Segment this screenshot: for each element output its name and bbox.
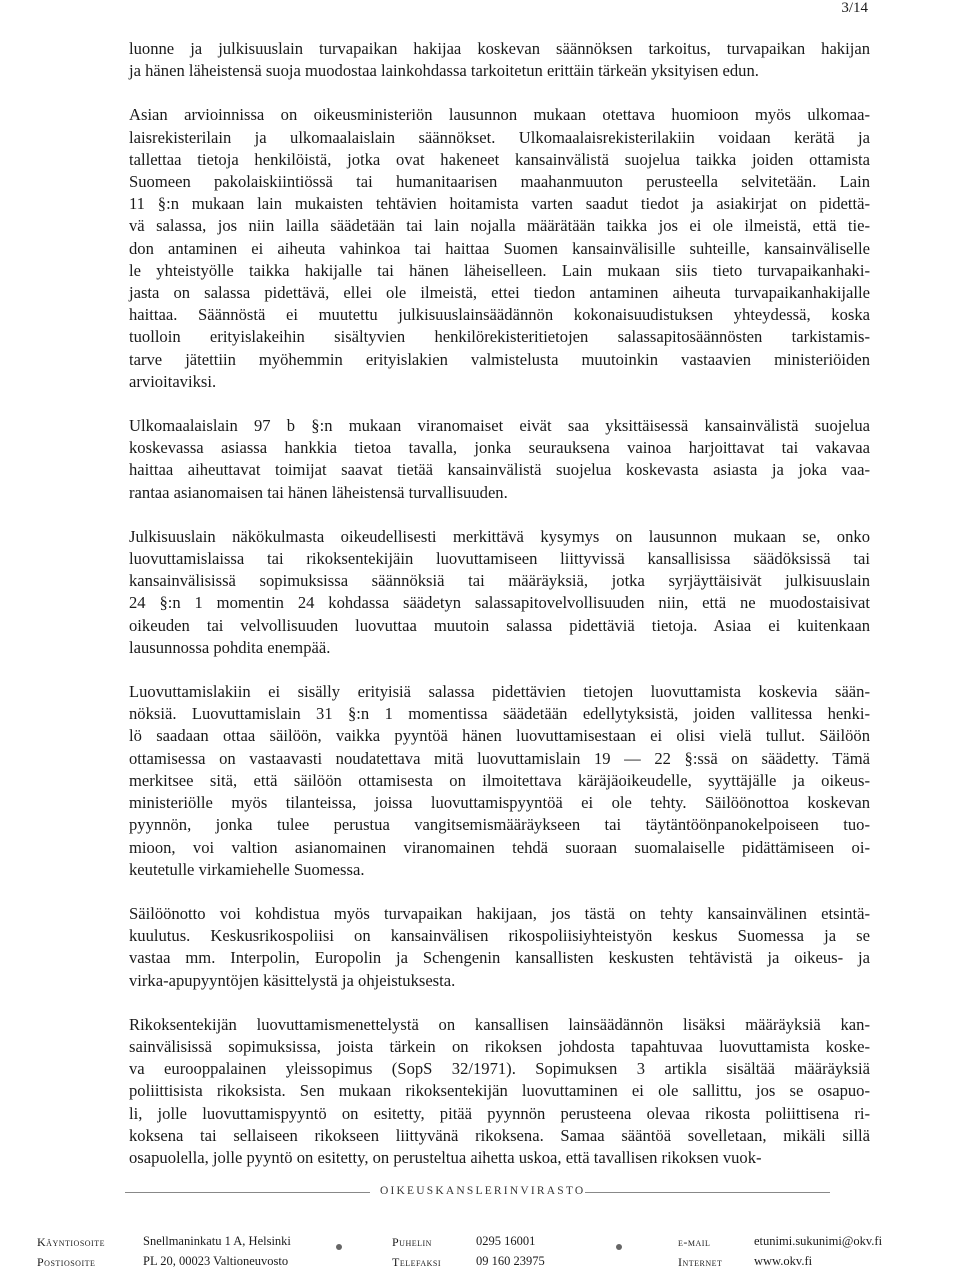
footer-visit-address: Snellmaninkatu 1 A, Helsinki [143,1234,291,1248]
footer-postal-address: PL 20, 00023 Valtioneuvosto [143,1254,289,1268]
text-line: tallettaa tietoja henkilöistä, jotka ovat hakeneet kansainvälistä suojelua taikka joiden ottamista [129,149,870,169]
text-line: luonne ja julkisuuslain turvapaikan hakijaa koskevan säännöksen tarkoitus, turvapaikan hakijan [129,39,870,58]
text-line: tarve jätettiin myöhemmin erityislakien valmistelusta muutoinkin vastaavien ministeriöiden [129,349,870,369]
text-line: koksena tai sellaiseen rikokseen liittyvänä rikoksena. Samaa sääntöä sovelletaan, mikäli sillä [129,1125,870,1145]
text-line: le yhteistyölle taikka hakijalle tai hänen läheiselleen. Lain mukaan siis tieto turvapaikanhaki- [129,260,870,280]
text-line: rantaa asianomaisen tai hänen läheistensä turvallisuuden. [129,482,508,502]
text-line: 24 §:n 1 momentin 24 kohdassa säädetyn salassapitovelvollisuuden niin, että ne muodostaisivat [129,593,870,613]
text-line: virka-apupyyntöjen käsittelystä ja ohjeistuksesta. [129,970,456,990]
footer-rule-right [585,1192,830,1193]
text-line: li, jolle luovuttamispyyntö on esitetty, pitää pyynnön perusteena olevaa rikosta poliittisena ri- [129,1103,870,1123]
footer-visit-address-label: Käyntiosoite [37,1235,105,1249]
text-line: osapuolella, jolle pyyntö on esitetty, on perusteltua aihetta uskoa, että tavallisen rikoksen vuok- [129,1147,762,1167]
text-line: laisrekisterilain ja ulkomaalaislain säännökset. Ulkomaalaisrekisterilakiin voidaan kerätä ja [129,127,870,147]
text-line: don antaminen ei aiheuta vahinkoa tai haittaa Suomen kansainvälisille suhteille, kansainväliselle [129,238,870,258]
text-line: haittaa. Säännöstä ei muutettu julkisuuslainsäädännön kokonaisuudistuksen yhteydessä, koska [129,305,870,325]
text-line: kansainvälisissä sopimuksissa säännöksiä tai määräyksiä, jotka syrjäyttäisivät julkisuuslain [129,571,870,591]
footer-website[interactable]: www.okv.fi [754,1254,813,1268]
footer-internet-label: Internet [678,1255,723,1269]
footer-rule-left [125,1192,370,1193]
paragraph [129,1014,870,1169]
paragraph [129,903,870,992]
text-line: Asian arvioinnissa on oikeusministeriön lausunnon mukaan otettava huomioon myös ulkomaa- [129,105,870,125]
document-body [129,38,870,1191]
text-line: 11 §:n mukaan lain mukaisten tehtävien hoitamista varten saadut tiedot ja asiakirjat on pidettä- [129,194,870,214]
text-line: Luovuttamislakiin ei sisälly erityisiä salassa pidettävien tietojen luovuttamista koskevia sään- [129,682,870,702]
text-line: mioon, voi valtion asianomainen viranomainen tehdä suoraan suomalaiselle pidättämiseen oi- [129,837,870,857]
text-line: ministeriölle myös tilanteissa, joissa luovuttamispyyntöä ei ole tehty. Säilöönottoa koskevan [129,793,870,813]
text-line: lö saadaan ottaa säilöön, vaikka pyyntöä hänen luovuttamisestaan ei olisi vielä tullut. Säilöön [129,726,870,746]
text-line: Ulkomaalaislain 97 b §:n mukaan viranomaiset eivät saa yksittäisessä kansainvälistä suojelua [129,416,870,436]
text-line: Suomeen pakolaiskiintiössä tai humanitaarisen maahanmuuton perusteella selvitetään. Lain [129,172,870,192]
footer-bullet-1 [336,1244,342,1250]
paragraph [129,38,870,82]
text-line: lausunnossa pohdita enempää. [129,637,331,657]
text-line: pyynnön, jonka tulee perustua vangitsemismääräykseen tai täytäntöönpanokelpoiseen tuo- [129,815,870,835]
footer-bullet-2 [616,1244,622,1250]
text-line: poliittisista rikoksista. Sen mukaan rikoksentekijän luovuttaminen ei ole sallittu, jos se osapuo- [129,1081,870,1101]
text-line: jasta on salassa pidettävä, ellei ole ilmeistä, ettei tiedon antaminen aiheuta turvapaikanhakijalle [129,283,870,303]
text-line: kuulutus. Keskusrikospoliisi on kansainvälisen rikospoliisiyhteistyön keskus Suomessa ja se [129,926,870,946]
text-line: Rikoksentekijän luovuttamismenettelystä on kansallisen lainsäädännön lisäksi määräyksiä kan- [129,1014,870,1034]
text-line: luovuttamislaissa tai rikoksentekijäin luovuttamiseen liittyvissä kansallisissa säädöksissä tai [129,549,870,569]
text-line: merkitsee sitä, että säilöön ottamisesta on ilmoitettava käräjäoikeudelle, syyttäjälle ja oikeus- [129,770,870,790]
footer-fax-label: Telefaksi [392,1255,442,1269]
paragraph [129,526,870,659]
footer-postal-address-label: Postiosoite [37,1255,96,1269]
footer-fax: 09 160 23975 [476,1254,545,1268]
text-line: Säilöönotto voi kohdistua myös turvapaikan hakijaan, jos tästä on tehty kansainvälinen etsintä- [129,903,870,923]
text-line: va eurooppalainen yleissopimus (SopS 32/1971). Sopimuksen 3 artikla sisältää määräyksiä [129,1059,870,1079]
text-line: Julkisuuslain näkökulmasta oikeudellisesti merkittävä kysymys on lausunnon mukaan se, onko [129,526,870,546]
text-line: keutetulle virkamiehelle Suomessa. [129,859,365,879]
text-line: ottamisessa on vastaavasti noudatettava mitä luovuttamislain 19 — 22 §:ssä on säädetty. Tämä [129,748,870,768]
footer [0,1183,960,1267]
footer-phone-label: Puhelin [392,1235,432,1249]
paragraph [129,681,870,881]
footer-email[interactable]: etunimi.sukunimi@okv.fi [754,1234,883,1248]
paragraph [129,415,870,504]
text-line: oikeuden tai velvollisuuden luovuttaa muutoin salassa pidettäviä tietoja. Asiaa ei kuitenkaan [129,615,870,635]
text-line: sainvälisissä sopimuksissa, joista tärkein on rikoksen johdosta tapahtuvaa luovuttamista koske- [129,1036,870,1056]
page-number: 3/14 [841,0,868,16]
paragraph [129,104,870,393]
text-line: koskevassa asiassa hankkia tietoa tavalla, jonka seurauksena vainoa harjoittavat tai vakavaa [129,438,870,458]
text-line: vastaa mm. Interpolin, Europolin ja Schengenin kansallisten keskusten tehtävistä ja oikeus- ja [129,948,870,968]
text-line: tuolloin erityislakeihin sisältyvien henkilörekisteritietojen salassapitosäännösten tarkistamis- [129,327,870,347]
text-line: haittaa aiheuttavat toimijat saavat tietää kansainvälistä suojelua koskevasta asiasta ja joka vaa- [129,460,870,480]
footer-email-label: e-mail [678,1235,711,1249]
text-line: nöksiä. Luovuttamislain 31 §:n 1 momentissa säädetään edellytyksistä, joiden vallitessa henki- [129,704,870,724]
text-line: arvioitaviksi. [129,371,217,391]
text-line: vä salassa, jos niin lailla säädetään tai lain nojalla määrätään taikka jos ei ole ilmeistä, että tie- [129,216,870,236]
footer-phone: 0295 16001 [476,1234,536,1248]
text-line: ja hänen läheistensä suoja muodostaa lainkohdassa tarkoitetun erittäin tärkeän yksityisen edun. [129,61,759,81]
footer-organization-name: OIKEUSKANSLERINVIRASTO [380,1185,586,1197]
